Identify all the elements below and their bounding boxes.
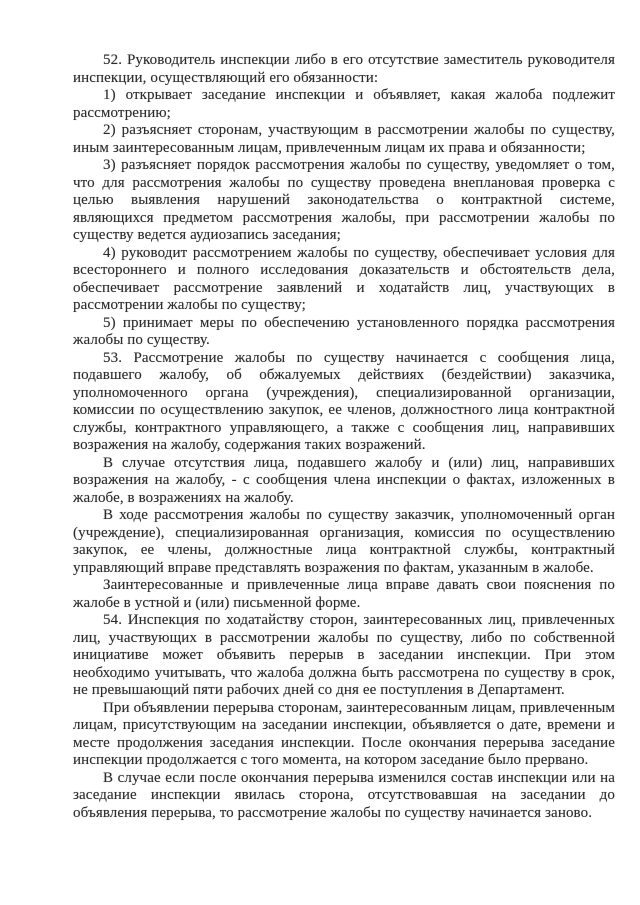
document-paragraph: 5) принимает меры по обеспечению установленного порядка рассмотрения жалобы по существу. (73, 314, 615, 348)
document-paragraph: При объявлении перерыва сторонам, заинтересованным лицам, привлеченным лицам, присутствующим на заседании инспекции, объявляется о дате, времени и месте продолжения заседания инспекции. После окончания перерыва заседание инспекции продолжается с того момента, на котором заседание было прервано. (73, 699, 615, 768)
document-text-block (73, 52, 615, 822)
document-paragraph: 3) разъясняет порядок рассмотрения жалобы по существу, уведомляет о том, что для рассмотрения жалобы по существу проведена внеплановая проверка с целью выявления нарушений законодательства о контрактной системе, являющихся предметом рассмотрения жалобы, при рассмотрении жалобы по существу ведется аудиозапись заседания; (73, 157, 615, 243)
document-paragraph: 4) руководит рассмотрением жалобы по существу, обеспечивает условия для всестороннего и полного исследования доказательств и обстоятельств дела, обеспечивает рассмотрение заявлений и ходатайств лиц, участвующих в рассмотрении жалобы по существу; (73, 244, 615, 313)
document-paragraph: В случае отсутствия лица, подавшего жалобу и (или) лиц, направивших возражения на жалобу, - с сообщения члена инспекции о фактах, изложенных в жалобе, в возражениях на жалобу. (73, 454, 615, 506)
document-paragraph: 1) открывает заседание инспекции и объявляет, какая жалоба подлежит рассмотрению; (73, 87, 615, 121)
document-paragraph: В случае если после окончания перерыва изменился состав инспекции или на заседание инспекции явилась сторона, отсутствовавшая на заседании до объявления перерыва, то рассмотрение жалобы по существу начинается заново. (73, 769, 615, 821)
document-paragraph: 2) разъясняет сторонам, участвующим в рассмотрении жалобы по существу, иным заинтересованным лицам, привлеченным лицам их права и обязанности; (73, 122, 615, 156)
document-paragraph: Заинтересованные и привлеченные лица вправе давать свои пояснения по жалобе в устной и (или) письменной форме. (73, 577, 615, 611)
document-paragraph: 52. Руководитель инспекции либо в его отсутствие заместитель руководителя инспекции, осуществляющий его обязанности: (73, 52, 615, 86)
document-paragraph: В ходе рассмотрения жалобы по существу заказчик, уполномоченный орган (учреждение), специализированная организация, комиссия по осуществлению закупок, ее члены, должностные лица контрактной службы, контрактный управляющий вправе представлять возражения по фактам, указанным в жалобе. (73, 507, 615, 576)
document-paragraph: 54. Инспекция по ходатайству сторон, заинтересованных лиц, привлеченных лиц, участвующих в рассмотрении жалобы по существу, либо по собственной инициативе может объявить перерыв в заседании инспекции. При этом необходимо учитывать, что жалоба должна быть рассмотрена по существу в срок, не превышающий пяти рабочих дней со дня ее поступления в Департамент. (73, 612, 615, 698)
document-paragraph: 53. Рассмотрение жалобы по существу начинается с сообщения лица, подавшего жалобу, об обжалуемых действиях (бездействии) заказчика, уполномоченного органа (учреждения), специализированной организации, комиссии по осуществлению закупок, ее членов, должностного лица контрактной службы, контрактного управляющего, а также с сообщения лиц, направивших возражения на жалобу, содержания таких возражений. (73, 349, 615, 453)
